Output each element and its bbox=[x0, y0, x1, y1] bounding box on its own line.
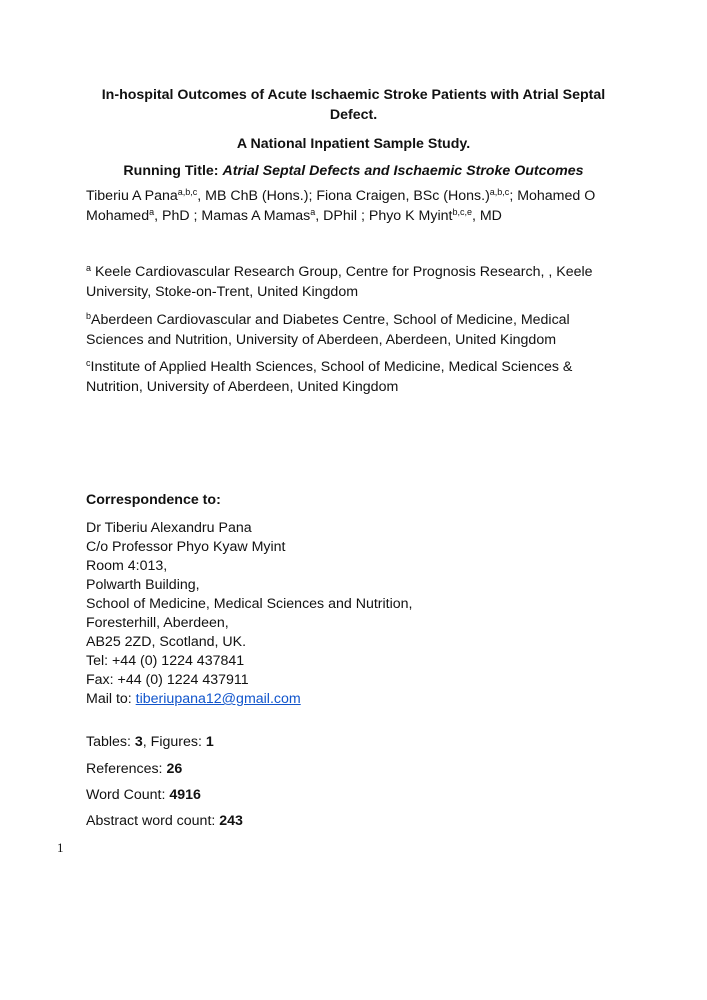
affiliation-b bbox=[86, 311, 626, 350]
author-text: , MB ChB (Hons.); Fiona Craigen, BSc (Hons.) bbox=[197, 188, 490, 204]
author-text: ; Mohamed O bbox=[509, 188, 596, 204]
email-link[interactable]: tiberiupana12@gmail.com bbox=[135, 691, 301, 707]
author-affiliation-sup: a,b,c bbox=[489, 187, 510, 197]
affiliation-text: University, Stoke-on-Trent, United Kingdom bbox=[86, 283, 359, 300]
mail-label: Mail to: bbox=[86, 691, 136, 707]
affiliation-marker: b bbox=[86, 311, 92, 321]
paper-title bbox=[86, 85, 621, 125]
author-text: , MD bbox=[471, 207, 502, 224]
author-name: Mohamed bbox=[86, 207, 150, 224]
page-number: 1 bbox=[57, 840, 64, 855]
word-count-label: Word Count: bbox=[86, 787, 170, 803]
word-count bbox=[86, 786, 626, 806]
title-line-1: In-hospital Outcomes of Acute Ischaemic Stroke Patients with Atrial Septal bbox=[101, 87, 606, 103]
affiliation-text: Institute of Applied Health Sciences, School of Medicine, Medical Sciences & bbox=[90, 359, 573, 375]
affiliation-text: Nutrition, University of Aberdeen, United Kingdom bbox=[86, 378, 399, 395]
running-title-text: Atrial Septal Defects and Ischaemic Stroke Outcomes bbox=[222, 163, 584, 179]
phone-line: Tel: +44 (0) 1224 437841 bbox=[86, 653, 245, 669]
running-title-label: Running Title: bbox=[123, 163, 223, 179]
abstract-word-count-value: 243 bbox=[219, 813, 243, 829]
tables-figures-count bbox=[86, 733, 626, 753]
address-line: C/o Professor Phyo Kyaw Myint bbox=[86, 539, 286, 555]
title-line-2: Defect. bbox=[329, 107, 378, 123]
author-text: , DPhil ; Phyo K Myint bbox=[315, 207, 453, 224]
abstract-word-count bbox=[86, 812, 626, 832]
address-line: AB25 2ZD, Scotland, UK. bbox=[86, 634, 247, 650]
affiliation-marker: a bbox=[86, 263, 92, 273]
tables-value: 3 bbox=[134, 734, 143, 750]
fax-line: Fax: +44 (0) 1224 437911 bbox=[86, 672, 249, 688]
address-line: Dr Tiberiu Alexandru Pana bbox=[86, 520, 252, 536]
affiliation-text: Sciences and Nutrition, University of Aberdeen, Aberdeen, United Kingdom bbox=[86, 331, 557, 348]
address-line: Foresterhill, Aberdeen, bbox=[86, 615, 229, 631]
references-label: References: bbox=[86, 761, 167, 777]
affiliation-text: Aberdeen Cardiovascular and Diabetes Centre, School of Medicine, Medical bbox=[91, 312, 570, 328]
correspondence-address bbox=[86, 519, 626, 709]
address-line: Polwarth Building, bbox=[86, 577, 200, 593]
author-affiliation-sup: b,c,e bbox=[452, 206, 472, 217]
author-name: Tiberiu A Pana bbox=[86, 188, 178, 204]
figures-value: 1 bbox=[205, 734, 214, 750]
author-affiliation-sup: a bbox=[149, 206, 155, 217]
address-line: Room 4:013, bbox=[86, 558, 168, 574]
author-list bbox=[86, 187, 626, 226]
references-value: 26 bbox=[166, 761, 183, 777]
paper-subtitle: A National Inpatient Sample Study. bbox=[236, 136, 471, 152]
affiliation-text: Keele Cardiovascular Research Group, Centre for Prognosis Research, , Keele bbox=[91, 264, 593, 280]
running-title bbox=[86, 161, 621, 181]
address-line: School of Medicine, Medical Sciences and Nutrition, bbox=[86, 596, 413, 612]
affiliation-c bbox=[86, 358, 626, 397]
correspondence-heading: Correspondence to: bbox=[86, 492, 221, 508]
affiliation-marker: c bbox=[86, 358, 91, 368]
figures-label: , Figures: bbox=[142, 734, 206, 750]
author-affiliation-sup: a,b,c bbox=[177, 187, 198, 197]
affiliation-a bbox=[86, 263, 626, 302]
abstract-word-count-label: Abstract word count: bbox=[86, 813, 220, 829]
author-text: , PhD ; Mamas A Mamas bbox=[154, 207, 311, 224]
references-count bbox=[86, 760, 626, 780]
author-affiliation-sup: a bbox=[310, 206, 316, 217]
word-count-value: 4916 bbox=[169, 787, 201, 803]
tables-label: Tables: bbox=[86, 734, 135, 750]
mail-line bbox=[86, 690, 626, 709]
